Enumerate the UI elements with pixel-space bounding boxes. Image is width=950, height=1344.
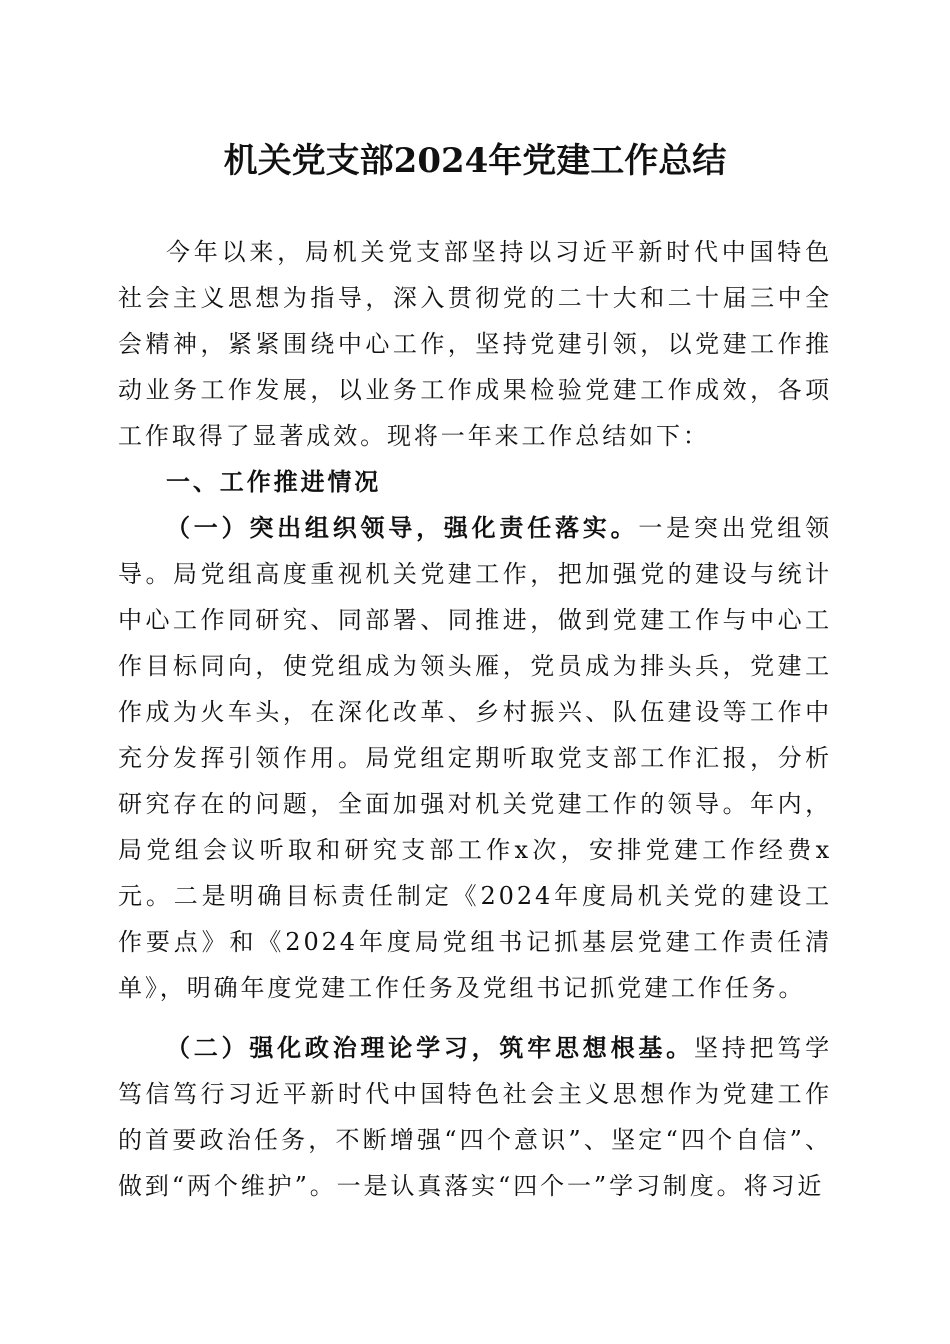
intro-paragraph: 今年以来，局机关党支部坚持以习近平新时代中国特色社会主义思想为指导，深入贯彻党的二十大和二十届三中全会精神，紧紧围绕中心工作，坚持党建引领，以党建工作推动业务工作发展，以业务工作成果检验党建工作成效，各项工作取得了显著成效。现将一年来工作总结如下： xyxy=(118,238,832,450)
document-title: 机关党支部2024年党建工作总结 xyxy=(223,141,727,181)
paragraph-gap xyxy=(118,1011,832,1025)
subsection-text-2: 坚持把笃学笃信笃行习近平新时代中国特色社会主义思想作为党建工作的首要政治任务，不断增强“四个意识”、坚定“四个自信”、做到“两个维护”。一是认真落实“四个一”学习制度。将习近 xyxy=(118,1034,832,1200)
subsection-paragraph-1 xyxy=(118,505,832,1011)
section-heading: 一、工作推进情况 xyxy=(166,468,382,496)
subsection-lead-1: （一）突出组织领导，强化责任落实。 xyxy=(166,513,639,542)
subsection-lead-2: （二）强化政治理论学习，筑牢思想根基。 xyxy=(166,1033,694,1062)
subsection-paragraph-2 xyxy=(118,1025,832,1209)
subsection-text-1: 一是突出党组领导。局党组高度重视机关党建工作，把加强党的建设与统计中心工作同研究、同部署、同推进，做到党建工作与中心工作目标同向，使党组成为领头雁，党员成为排头兵，党建工作成为火车头，在深化改革、乡村振兴、队伍建设等工作中充分发挥引领作用。局党组定期听取党支部工作汇报，分析研究存在的问题，全面加强对机关党建工作的领导。年内，局党组会议听取和研究支部工作x次，安排党建工作经费x元。二是明确目标责任制定《2024年度局机关党的建设工作要点》和《2024年度局党组书记抓基层党建工作责任清单》，明确年度党建工作任务及党组书记抓党建工作任务。 xyxy=(118,514,832,1002)
document-body xyxy=(118,229,832,1209)
